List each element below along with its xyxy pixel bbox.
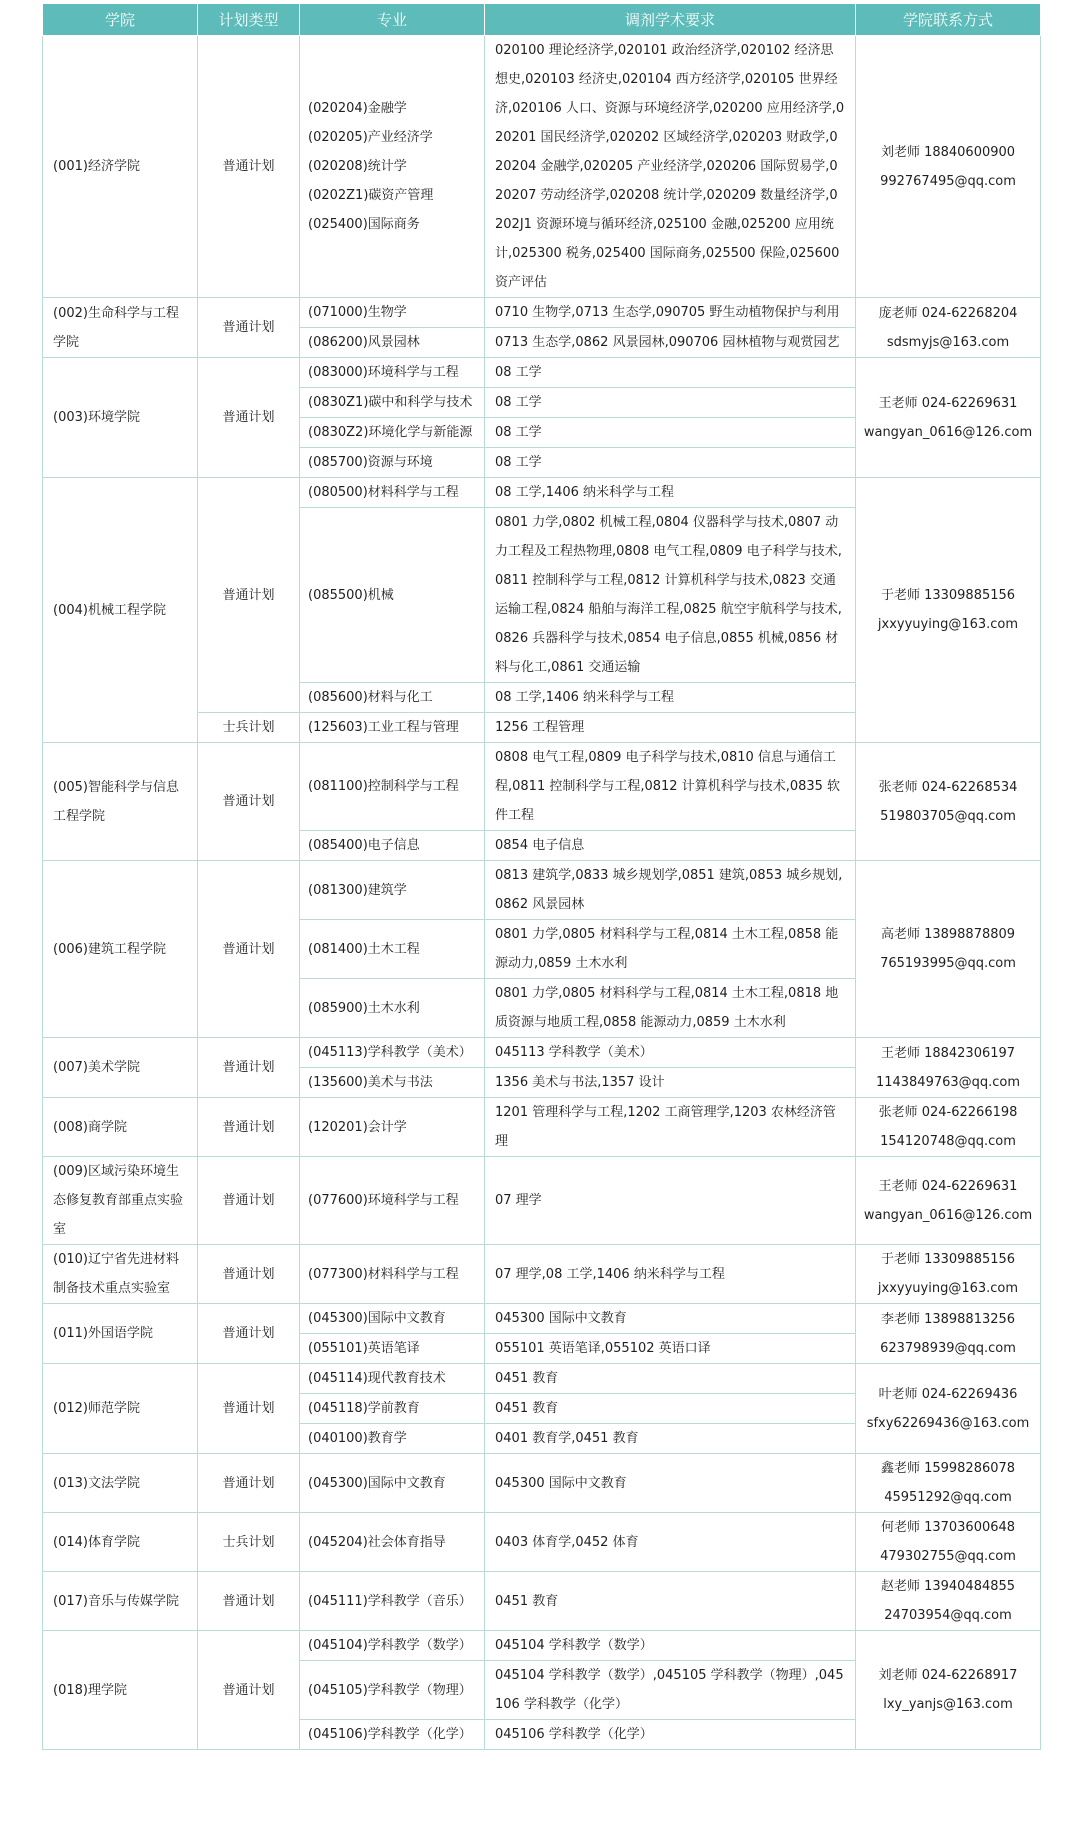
contact-line: 765193995@qq.com (880, 956, 1016, 971)
major-cell (300, 1098, 485, 1157)
requirement-cell: 0813 建筑学,0833 城乡规划学,0851 建筑,0853 城乡规划,0862 风景园林 (485, 861, 856, 920)
header-college: 学院 (43, 4, 198, 36)
major-name: (045113)学科教学（美术） (308, 1045, 472, 1060)
college-name-cell: (012)师范学院 (43, 1364, 198, 1454)
major-name: (0202Z1)碳资产管理 (308, 188, 434, 203)
major-cell (300, 448, 485, 478)
major-name: (055101)英语笔译 (308, 1341, 420, 1356)
contact-cell (856, 1454, 1041, 1513)
contact-line: wangyan_0616@126.com (863, 1207, 1033, 1223)
header-contact: 学院联系方式 (856, 4, 1041, 36)
requirement-cell: 0401 教育学,0451 教育 (485, 1424, 856, 1454)
contact-line: 24703954@qq.com (884, 1608, 1012, 1623)
contact-line: sfxy62269436@163.com (866, 1415, 1030, 1431)
major-cell (300, 1157, 485, 1245)
major-cell (300, 1572, 485, 1631)
major-cell (300, 1245, 485, 1304)
contact-line: 479302755@qq.com (880, 1549, 1016, 1564)
major-name: (020208)统计学 (308, 159, 407, 174)
major-name: (0830Z1)碳中和科学与技术 (308, 395, 473, 410)
requirement-cell: 08 工学 (485, 418, 856, 448)
plan-type-cell: 普通计划 (198, 478, 300, 713)
requirement-cell: 055101 英语笔译,055102 英语口译 (485, 1334, 856, 1364)
plan-type-cell: 普通计划 (198, 1572, 300, 1631)
table-body (43, 36, 1041, 1750)
contact-cell (856, 1631, 1041, 1750)
requirement-cell: 0801 力学,0805 材料科学与工程,0814 土木工程,0818 地质资源与地质工程,0858 能源动力,0859 土木水利 (485, 979, 856, 1038)
major-cell (300, 36, 485, 298)
college-name-cell: (011)外国语学院 (43, 1304, 198, 1364)
major-name: (085500)机械 (308, 587, 394, 603)
contact-line: 王老师 024-62269631 (878, 1178, 1018, 1194)
contact-line: wangyan_0616@126.com (863, 424, 1033, 440)
requirement-cell: 0713 生态学,0862 风景园林,090706 园林植物与观赏园艺 (485, 328, 856, 358)
major-cell (300, 1394, 485, 1424)
contact-line: 叶老师 024-62269436 (878, 1386, 1018, 1402)
major-name: (045104)学科教学（数学） (308, 1638, 472, 1653)
major-cell (300, 358, 485, 388)
requirement-cell: 0710 生物学,0713 生态学,090705 野生动植物保护与利用 (485, 298, 856, 328)
college-name-cell: (007)美术学院 (43, 1038, 198, 1098)
table-row (43, 36, 1041, 298)
table-row (43, 1038, 1041, 1068)
contact-line: lxy_yanjs@163.com (883, 1697, 1013, 1712)
plan-type-cell: 普通计划 (198, 1631, 300, 1750)
table-row (43, 861, 1041, 920)
requirement-cell: 045300 国际中文教育 (485, 1454, 856, 1513)
major-name: (135600)美术与书法 (308, 1075, 433, 1090)
major-cell (300, 1038, 485, 1068)
plan-type-cell: 普通计划 (198, 1245, 300, 1304)
contact-line: 何老师 13703600648 (880, 1520, 1016, 1535)
major-cell (300, 1304, 485, 1334)
requirement-cell: 1201 管理科学与工程,1202 工商管理学,1203 农林经济管理 (485, 1098, 856, 1157)
major-name: (045106)学科教学（化学） (308, 1727, 472, 1742)
college-name-cell: (001)经济学院 (43, 36, 198, 298)
contact-line: 刘老师 18840600900 (880, 144, 1016, 160)
table-row (43, 1513, 1041, 1572)
contact-line: 623798939@qq.com (880, 1340, 1016, 1356)
contact-line: jxxyyuying@163.com (877, 617, 1019, 632)
contact-cell (856, 1304, 1041, 1364)
contact-line: 王老师 024-62269631 (878, 395, 1018, 411)
requirement-cell: 020100 理论经济学,020101 政治经济学,020102 经济思想史,020103 经济史,020104 西方经济学,020105 世界经济,020106 人口、资源与环境经济学,020200 应用经济学,020201 国民经济学,020202 区域经济学,020203 财政学,020204 金融学,020205 产业经济学,020206 国际贸易学,020207 劳动经济学,020208 统计学,020209 数量经济学,0202J1 资源环境与循环经济,025100 金融,025200 应用统计,025300 税务,025400 国际商务,025500 保险,025600 资产评估 (485, 36, 856, 298)
adjustment-table-container (42, 3, 1040, 1750)
college-name-cell: (017)音乐与传媒学院 (43, 1572, 198, 1631)
requirement-cell: 0451 教育 (485, 1394, 856, 1424)
major-name: (077600)环境科学与工程 (308, 1193, 459, 1208)
table-row (43, 1631, 1041, 1661)
table-row (43, 1098, 1041, 1157)
major-cell (300, 1068, 485, 1098)
major-name: (045300)国际中文教育 (308, 1311, 446, 1326)
contact-line: 154120748@qq.com (880, 1134, 1016, 1149)
major-cell (300, 683, 485, 713)
major-cell (300, 1454, 485, 1513)
plan-type-cell: 普通计划 (198, 861, 300, 1038)
contact-line: 张老师 024-62268534 (878, 779, 1018, 795)
major-name: (025400)国际商务 (308, 217, 420, 232)
college-name-cell: (006)建筑工程学院 (43, 861, 198, 1038)
contact-cell (856, 1572, 1041, 1631)
major-name: (085900)土木水利 (308, 1000, 420, 1016)
college-name-cell: (013)文法学院 (43, 1454, 198, 1513)
major-cell (300, 831, 485, 861)
college-name-cell: (003)环境学院 (43, 358, 198, 478)
contact-cell (856, 1157, 1041, 1245)
requirement-cell: 045104 学科教学（数学） (485, 1631, 856, 1661)
college-name-cell: (018)理学院 (43, 1631, 198, 1750)
contact-cell (856, 358, 1041, 478)
major-name: (080500)材料科学与工程 (308, 485, 459, 500)
major-cell (300, 1661, 485, 1720)
contact-cell (856, 743, 1041, 861)
table-row (43, 1245, 1041, 1304)
requirement-cell: 0801 力学,0802 机械工程,0804 仪器科学与技术,0807 动力工程及工程热物理,0808 电气工程,0809 电子科学与技术,0811 控制科学与工程,0812 计算机科学与技术,0823 交通运输工程,0824 船舶与海洋工程,0825 航空宇航科学与技术,0826 兵器科学与技术,0854 电子信息,0855 机械,0856 材料与化工,0861 交通运输 (485, 508, 856, 683)
contact-cell (856, 1038, 1041, 1098)
major-cell (300, 743, 485, 831)
major-name: (020205)产业经济学 (308, 130, 433, 145)
major-name: (040100)教育学 (308, 1431, 407, 1446)
table-header-row (43, 4, 1041, 36)
requirement-cell: 045113 学科教学（美术） (485, 1038, 856, 1068)
major-cell (300, 1334, 485, 1364)
contact-line: 519803705@qq.com (880, 808, 1016, 824)
requirement-cell: 0403 体育学,0452 体育 (485, 1513, 856, 1572)
college-name-cell: (009)区域污染环境生态修复教育部重点实验室 (43, 1157, 198, 1245)
major-name: (045118)学前教育 (308, 1401, 420, 1416)
major-cell (300, 861, 485, 920)
requirement-cell: 045106 学科教学（化学） (485, 1720, 856, 1750)
table-row (43, 1572, 1041, 1631)
college-name-cell: (008)商学院 (43, 1098, 198, 1157)
table-row (43, 358, 1041, 388)
college-name-cell: (002)生命科学与工程学院 (43, 298, 198, 358)
major-cell (300, 713, 485, 743)
college-name-cell: (005)智能科学与信息工程学院 (43, 743, 198, 861)
major-cell (300, 1513, 485, 1572)
contact-cell (856, 478, 1041, 743)
major-name: (045204)社会体育指导 (308, 1534, 446, 1550)
major-cell (300, 388, 485, 418)
plan-type-cell: 普通计划 (198, 1454, 300, 1513)
major-name: (120201)会计学 (308, 1119, 407, 1135)
table-row (43, 743, 1041, 831)
requirement-cell: 0451 教育 (485, 1364, 856, 1394)
major-name: (081400)土木工程 (308, 941, 420, 957)
major-name: (125603)工业工程与管理 (308, 720, 459, 735)
major-cell (300, 298, 485, 328)
college-name-cell: (010)辽宁省先进材料制备技术重点实验室 (43, 1245, 198, 1304)
adjustment-table (42, 3, 1041, 1750)
plan-type-cell: 普通计划 (198, 1038, 300, 1098)
requirement-cell: 08 工学 (485, 358, 856, 388)
major-cell (300, 920, 485, 979)
major-cell (300, 1424, 485, 1454)
contact-line: sdsmyjs@163.com (886, 334, 1010, 350)
table-row (43, 1157, 1041, 1245)
contact-line: 庞老师 024-62268204 (878, 305, 1018, 321)
major-cell (300, 1364, 485, 1394)
major-name: (081300)建筑学 (308, 882, 407, 898)
major-name: (045114)现代教育技术 (308, 1371, 446, 1386)
requirement-cell: 08 工学,1406 纳米科学与工程 (485, 478, 856, 508)
requirement-cell: 08 工学,1406 纳米科学与工程 (485, 683, 856, 713)
contact-line: 45951292@qq.com (884, 1490, 1012, 1505)
major-name: (085700)资源与环境 (308, 455, 433, 470)
major-name: (085400)电子信息 (308, 838, 420, 853)
plan-type-cell: 普通计划 (198, 743, 300, 861)
table-row (43, 1304, 1041, 1334)
header-requirements: 调剂学术要求 (485, 4, 856, 36)
plan-type-cell: 普通计划 (198, 358, 300, 478)
contact-cell (856, 1098, 1041, 1157)
contact-line: jxxyyuying@163.com (877, 1281, 1019, 1296)
contact-cell (856, 1245, 1041, 1304)
contact-line: 张老师 024-62266198 (878, 1105, 1018, 1120)
requirement-cell: 0451 教育 (485, 1572, 856, 1631)
plan-type-cell: 普通计划 (198, 1304, 300, 1364)
contact-line: 鑫老师 15998286078 (880, 1461, 1016, 1476)
plan-type-cell: 普通计划 (198, 1157, 300, 1245)
contact-line: 于老师 13309885156 (880, 1252, 1016, 1267)
contact-line: 李老师 13898813256 (880, 1311, 1016, 1327)
contact-line: 赵老师 13940484855 (880, 1579, 1016, 1594)
contact-line: 王老师 18842306197 (880, 1045, 1016, 1061)
table-row (43, 1364, 1041, 1394)
major-name: (045300)国际中文教育 (308, 1475, 446, 1491)
major-cell (300, 508, 485, 683)
college-name-cell: (004)机械工程学院 (43, 478, 198, 743)
table-row (43, 298, 1041, 328)
requirement-cell: 08 工学 (485, 448, 856, 478)
contact-line: 于老师 13309885156 (880, 588, 1016, 603)
plan-type-cell: 普通计划 (198, 298, 300, 358)
requirement-cell: 1256 工程管理 (485, 713, 856, 743)
contact-cell (856, 861, 1041, 1038)
contact-cell (856, 1513, 1041, 1572)
major-name: (081100)控制科学与工程 (308, 779, 459, 794)
major-cell (300, 979, 485, 1038)
major-cell (300, 478, 485, 508)
requirement-cell: 0808 电气工程,0809 电子科学与技术,0810 信息与通信工程,0811 控制科学与工程,0812 计算机科学与技术,0835 软件工程 (485, 743, 856, 831)
college-name-cell: (014)体育学院 (43, 1513, 198, 1572)
table-row (43, 478, 1041, 508)
requirement-cell: 045104 学科教学（数学）,045105 学科教学（物理）,045106 学科教学（化学） (485, 1661, 856, 1720)
major-name: (085600)材料与化工 (308, 690, 433, 705)
contact-line: 1143849763@qq.com (875, 1074, 1021, 1090)
contact-line: 刘老师 024-62268917 (878, 1668, 1018, 1683)
table-row (43, 1454, 1041, 1513)
contact-line: 992767495@qq.com (880, 173, 1016, 189)
major-cell (300, 1631, 485, 1661)
plan-type-cell: 士兵计划 (198, 1513, 300, 1572)
major-name: (045111)学科教学（音乐） (308, 1593, 472, 1609)
plan-type-cell: 普通计划 (198, 1364, 300, 1454)
major-cell (300, 1720, 485, 1750)
requirement-cell: 07 理学,08 工学,1406 纳米科学与工程 (485, 1245, 856, 1304)
major-name: (077300)材料科学与工程 (308, 1266, 459, 1282)
major-name: (0830Z2)环境化学与新能源 (308, 425, 473, 440)
requirement-cell: 1356 美术与书法,1357 设计 (485, 1068, 856, 1098)
plan-type-cell: 士兵计划 (198, 713, 300, 743)
requirement-cell: 08 工学 (485, 388, 856, 418)
major-name: (071000)生物学 (308, 305, 407, 320)
header-plan-type: 计划类型 (198, 4, 300, 36)
major-cell (300, 418, 485, 448)
contact-line: 高老师 13898878809 (880, 927, 1016, 942)
contact-cell (856, 1364, 1041, 1454)
requirement-cell: 07 理学 (485, 1157, 856, 1245)
plan-type-cell: 普通计划 (198, 1098, 300, 1157)
contact-cell (856, 298, 1041, 358)
header-major: 专业 (300, 4, 485, 36)
requirement-cell: 0801 力学,0805 材料科学与工程,0814 土木工程,0858 能源动力,0859 土木水利 (485, 920, 856, 979)
major-name: (045105)学科教学（物理） (308, 1682, 472, 1698)
requirement-cell: 045300 国际中文教育 (485, 1304, 856, 1334)
contact-cell (856, 36, 1041, 298)
plan-type-cell: 普通计划 (198, 36, 300, 298)
major-name: (086200)风景园林 (308, 335, 420, 350)
major-name: (083000)环境科学与工程 (308, 365, 459, 380)
major-name: (020204)金融学 (308, 101, 407, 116)
requirement-cell: 0854 电子信息 (485, 831, 856, 861)
major-cell (300, 328, 485, 358)
